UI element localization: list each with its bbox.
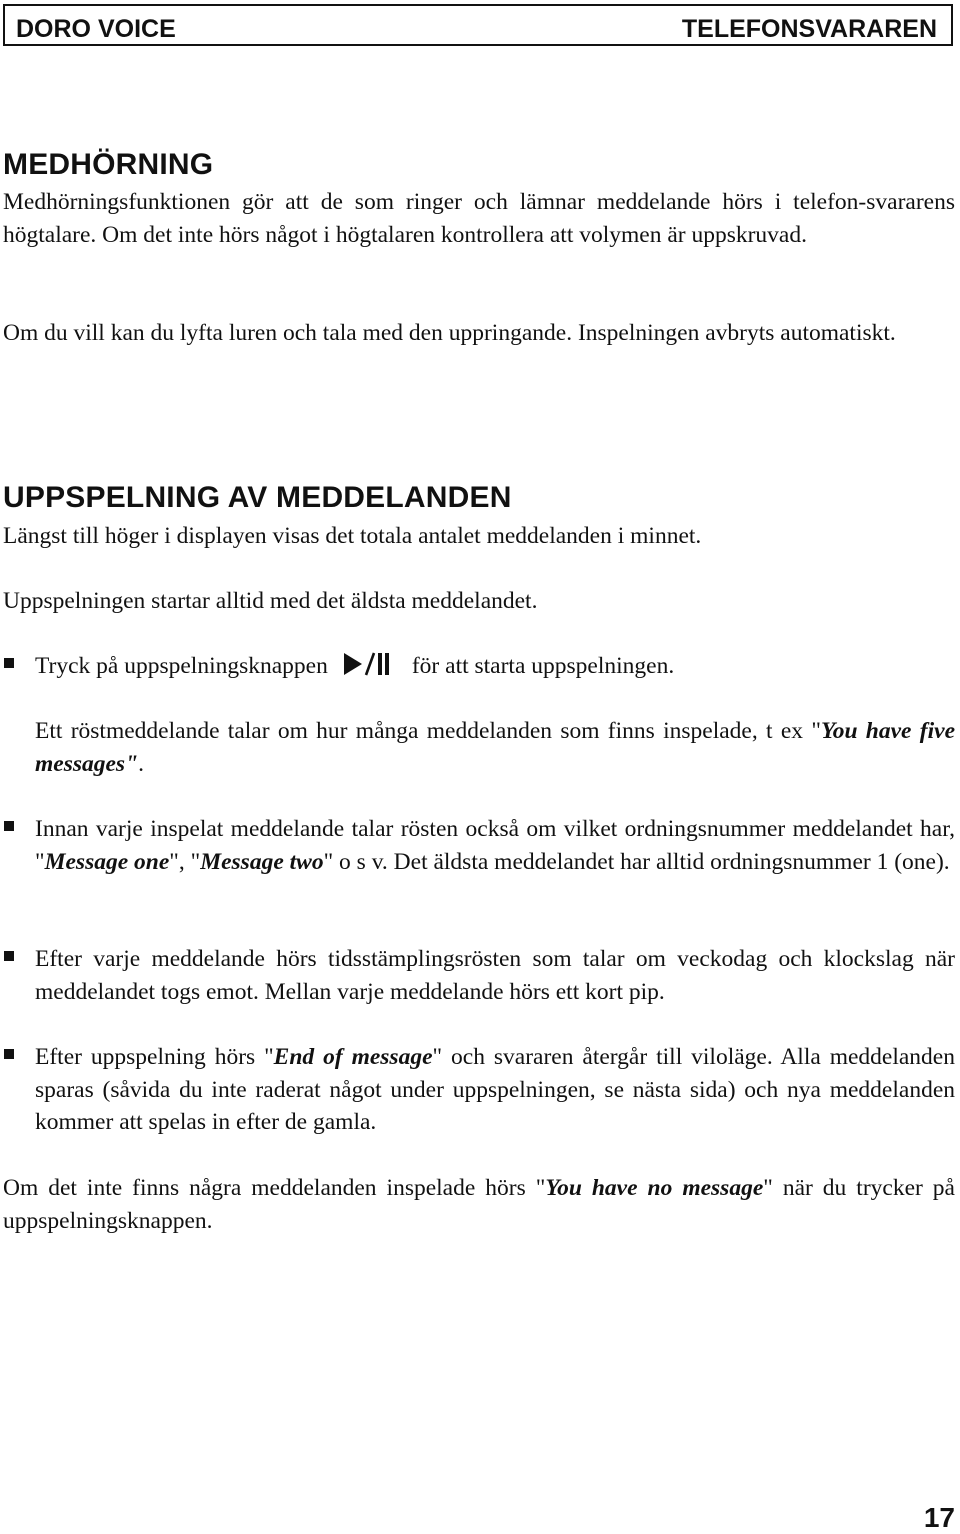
emphasis: Message two	[200, 848, 324, 875]
emphasis: Message one	[44, 848, 170, 875]
bullet-subparagraph	[35, 715, 955, 780]
bullet-item	[35, 650, 955, 683]
bullet-item	[35, 813, 955, 878]
text: Efter uppspelning hörs "	[35, 1044, 274, 1070]
text: " och svararen återgår till viloläge. Alla meddelanden sparas (såvida du inte raderat något under uppspelningen, se nästa sida) och nya meddelanden kommer att spelas in efter de gamla.	[35, 1044, 955, 1135]
bullet-item	[35, 1041, 955, 1139]
paragraph: Längst till höger i displayen visas det totala antalet meddelanden i minnet.	[3, 523, 702, 549]
text: " o s v. Det äldsta meddelandet har alltid ordningsnummer 1 (one).	[323, 848, 950, 875]
bullet-text: Tryck på uppspelningsknappen	[35, 653, 328, 679]
bullet-item: Efter varje meddelande hörs tidsstämplingsrösten som talar om veckodag och klockslag när meddelandet togs emot. Mellan varje meddelande hörs ett kort pip.	[35, 946, 955, 1005]
bullet-marker	[4, 821, 14, 831]
page-header	[3, 4, 953, 46]
emphasis: End of message	[273, 1044, 433, 1070]
text: Ett röstmeddelande talar om hur många meddelanden som finns inspelade, t ex "	[35, 718, 821, 744]
text: ", "	[169, 848, 201, 875]
play-pause-icon	[342, 652, 400, 676]
section-title-uppspelning: UPPSPELNING AV MEDDELANDEN	[3, 481, 512, 514]
paragraph: Medhörningsfunktionen gör att de som ringer och lämnar meddelande hörs i telefon-svararens högtalare. Om det inte hörs något i högtalaren kontrollera att volymen är uppskruvad.	[3, 189, 955, 248]
paragraph	[3, 1172, 955, 1237]
text: Innan varje inspelat meddelande talar rösten också om vilket ordningsnummer meddelandet har, "	[35, 816, 955, 875]
bullet-marker	[4, 1049, 14, 1059]
text: Om det inte finns några meddelanden inspelade hörs "	[3, 1175, 546, 1201]
emphasis: You have five messages"	[35, 718, 956, 777]
section-title-medhorning: MEDHÖRNING	[3, 148, 214, 181]
bullet-marker	[4, 951, 14, 961]
bullet-text: för att starta uppspelningen.	[411, 653, 675, 679]
page-number: 17	[923, 1502, 955, 1533]
paragraph: Uppspelningen startar alltid med det äldsta meddelandet.	[3, 588, 538, 614]
paragraph: Om du vill kan du lyfta luren och tala med den uppringande. Inspelningen avbryts automatiskt.	[3, 320, 896, 346]
emphasis: You have no message	[545, 1175, 764, 1201]
header-chapter: TELEFONSVARAREN	[681, 15, 937, 43]
header-product: DORO VOICE	[16, 15, 176, 43]
bullet-marker	[4, 658, 14, 668]
text: .	[138, 750, 144, 777]
text: " när du trycker på uppspelningsknappen.	[3, 1175, 955, 1234]
